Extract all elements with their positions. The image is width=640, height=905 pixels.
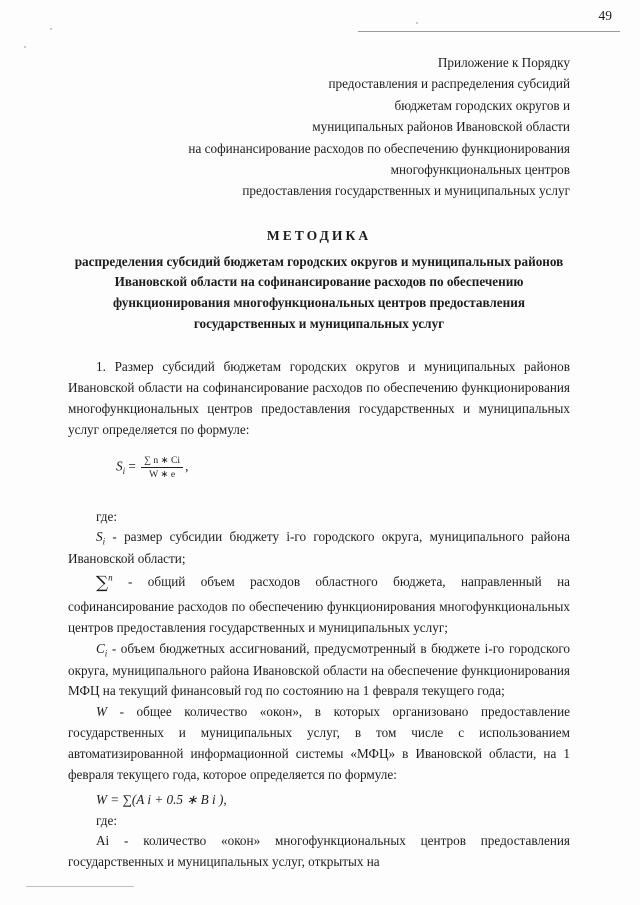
formula-si-symbol: S (116, 458, 123, 474)
definition-sum (68, 570, 570, 639)
formula-si-trailing: , (185, 458, 189, 474)
definition-w-symbol: W (96, 704, 107, 720)
formula-si-denominator: W ∗ e (149, 468, 176, 480)
footer-rule (26, 886, 134, 887)
appendix-header (68, 52, 570, 202)
definition-ai-text: - количество «окон» многофункциональных центров предоставления государственных и муниципальных услуг, открытых на (68, 833, 570, 870)
formula-w: W = ∑(A i + 0.5 ∗ B i ), (96, 791, 227, 807)
appendix-header-line: многофункциональных центров (390, 161, 570, 177)
document-subtitle: распределения субсидий бюджетам городских округов и муниципальных районов Ивановской области на софинансирование расходов по обеспечению функционирования многофункциональных центров предоставления государственных и муниципальных услуг (74, 253, 564, 332)
definition-sum-superscript: n (108, 572, 113, 583)
definition-w-text: - общее количество «окон», в которых организовано предоставление государственных и муниципальных услуг, в том числе с использованием автоматизированной информационной системы «МФЦ» в Ивановской области, на 1 февраля текущего года, которое определяется по формуле: (68, 704, 570, 782)
definition-ci (68, 639, 570, 703)
scan-speck-icon (416, 22, 418, 24)
where-label-2: где: (96, 812, 117, 828)
formula-si-numerator: ∑ n ∗ Ci (141, 455, 183, 468)
appendix-header-line: Приложение к Порядку (437, 55, 570, 70)
appendix-header-line: бюджетам городских округов и (394, 97, 570, 113)
document-body (68, 52, 570, 873)
page-number: 49 (598, 8, 612, 23)
header-rule (358, 31, 620, 32)
definition-ci-subscript: i (104, 648, 108, 659)
definition-sum-text: - общий объем расходов областного бюджета, направленный на софинансирование расходов по обеспечению функционирования многофункциональных центров предоставления государственных и муниципальных услуг; (68, 574, 571, 635)
appendix-header-line: предоставления государственных и муниципальных услуг (242, 183, 570, 199)
definition-ci-text: - объем бюджетных ассигнований, предусмотренный в бюджете i-го городского округа, муниципального района Ивановской области на обеспечение функционирования МФЦ на текущий финансовый год по состоянию на 1 февраля текущего года; (68, 640, 570, 699)
paragraph-1: 1. Размер субсидий бюджетам городских округов и муниципальных районов Ивановской области на софинансирование расходов по обеспечению функционирования многофункциональных центров предоставления государственных и муниципальных услуг определяется по формуле: (68, 359, 570, 437)
formula-si-fraction (141, 455, 183, 480)
formula-si (68, 455, 570, 480)
definition-sum-symbol: ∑ (96, 573, 109, 594)
scan-speck-icon (24, 46, 26, 48)
document-title: МЕТОДИКА (266, 227, 372, 243)
definition-si (68, 527, 570, 570)
formula-si-equals: = (128, 458, 136, 474)
appendix-header-line: муниципальных районов Ивановской области (312, 119, 570, 135)
scan-speck-icon (50, 28, 52, 30)
appendix-header-line: предоставления и распределения субсидий (328, 76, 570, 92)
definition-ai (68, 831, 570, 873)
definition-ci-symbol: C (96, 640, 105, 656)
appendix-header-line: на софинансирование расходов по обеспечению функционирования (188, 140, 570, 156)
where-label: где: (96, 508, 117, 524)
definition-si-subscript: i (102, 537, 106, 548)
definition-si-symbol: S (96, 529, 103, 545)
definition-w (68, 702, 570, 785)
definition-si-text: - размер субсидии бюджету i-го городского округа, муниципального района Ивановской области; (68, 529, 570, 567)
formula-si-subscript: i (122, 465, 126, 476)
definition-ai-symbol: Ai (96, 833, 110, 849)
